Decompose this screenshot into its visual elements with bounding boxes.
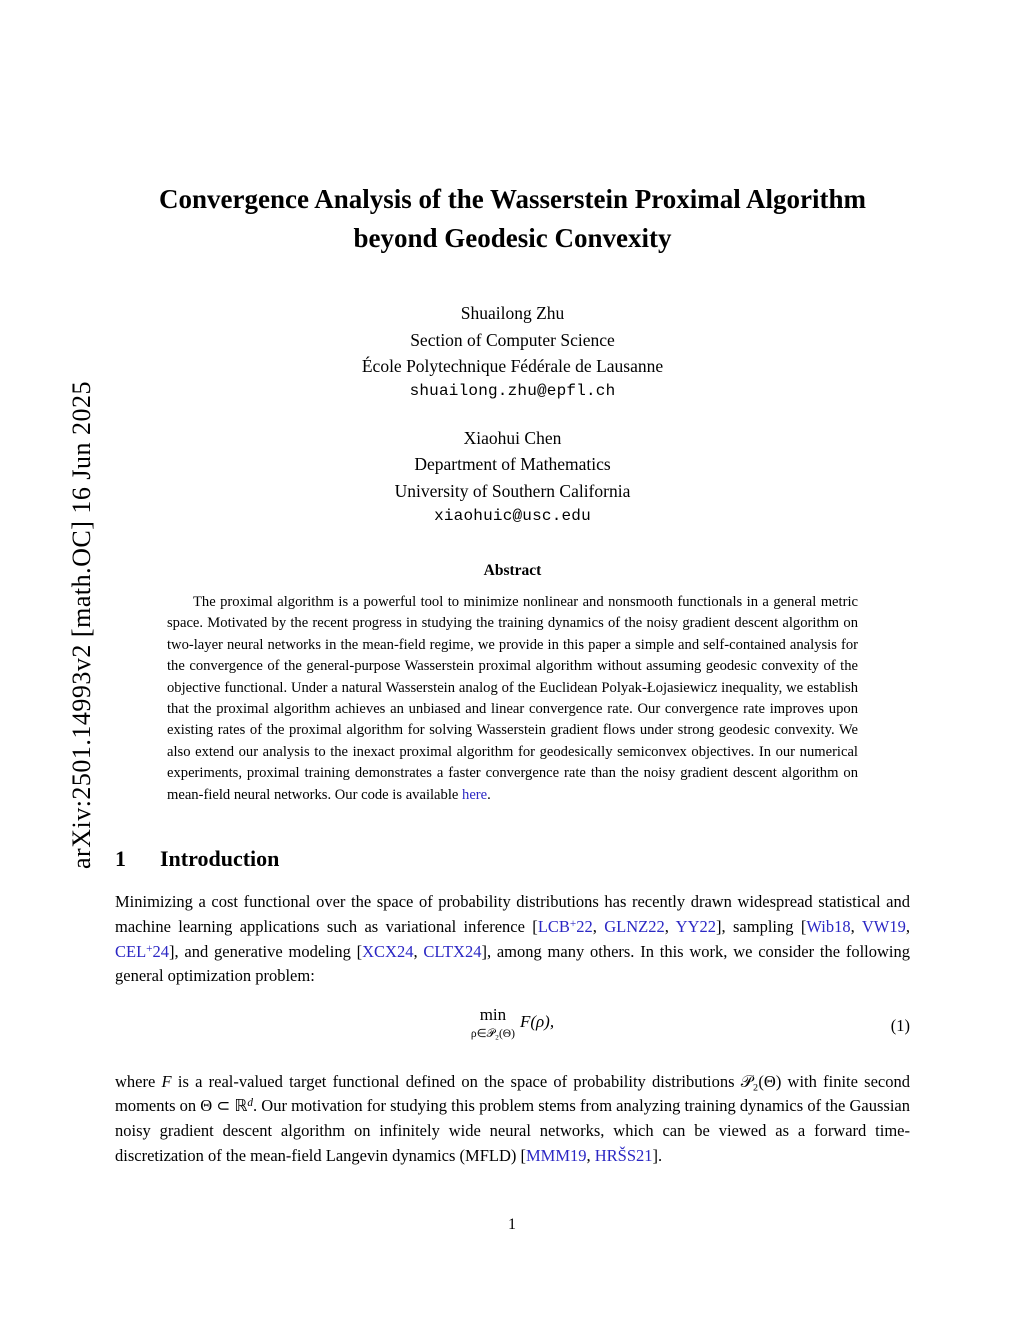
intro-paragraph-1 <box>115 890 910 989</box>
page-number: 1 <box>508 1216 516 1233</box>
author-group-2 <box>115 425 910 528</box>
abstract-code-link[interactable]: here <box>462 786 488 803</box>
citation-hrss21[interactable]: HRŠS21 <box>594 1145 653 1165</box>
citation-year: 22 <box>576 916 593 936</box>
par2-text-3: with finite second moments on Θ ⊂ ℝ <box>115 1071 910 1116</box>
par2-text-4: . Our motivation for studying this problem stems from analyzing training dynamics of the Gaussian noisy gradient descent algorithm on infinitely wide neural networks, which can be viewed as a forward time-discretization of the mean-field Langevin dynamics (MFLD) [ <box>115 1096 911 1165</box>
equation-1-body <box>471 1006 554 1041</box>
equation-min-operator <box>471 1006 515 1041</box>
citation-glnz22[interactable]: GLNZ22 <box>604 916 665 936</box>
par2-math-space: 𝒫₂(Θ) <box>740 1071 782 1091</box>
par2-text-5: ]. <box>652 1145 663 1165</box>
citation-label: CEL <box>115 941 147 961</box>
citation-plus: + <box>569 917 577 930</box>
min-subscript: ρ∈𝒫₂(Θ) <box>470 1027 515 1040</box>
sep: , <box>850 916 862 936</box>
abstract-heading: Abstract <box>483 561 542 579</box>
citation-lcb22[interactable] <box>538 917 593 936</box>
author-group-1 <box>115 300 910 403</box>
citation-year: 24 <box>152 941 169 961</box>
arxiv-identifier-stamp: arXiv:2501.14993v2 [math.OC] 16 Jun 2025 <box>67 381 96 869</box>
author-affiliation-institution: École Polytechnique Fédérale de Lausanne <box>361 355 664 376</box>
abstract-text-end: . <box>487 786 491 803</box>
par2-text-2: is a real-valued target functional defined on the space of probability distributions <box>171 1071 741 1091</box>
equation-objective: F(ρ), <box>519 1011 555 1031</box>
page-title: Convergence Analysis of the Wasserstein Proximal Algorithm beyond Geodesic Convexity <box>159 184 866 254</box>
par1-text-4: ], among many others. In this work, we consider the following general optimization problem: <box>115 941 910 986</box>
equation-number: (1) <box>890 1015 910 1035</box>
author-name: Xiaohui Chen <box>463 428 562 449</box>
citation-label: LCB <box>537 916 570 936</box>
paper-content <box>115 180 910 1185</box>
min-label: min <box>479 1004 507 1024</box>
intro-paragraph-2 <box>115 1070 910 1169</box>
abstract-body-text: The proximal algorithm is a powerful tool to minimize nonlinear and nonsmooth functionals in a general metric space. Motivated by the recent progress in studying the training dynamics of the noisy gradient descent algorithm on two-layer neural networks in the mean-field regime, we provide in this paper a simple and self-contained analysis for the convergence of the general-purpose Wasserstein proximal algorithm without assuming geodesic convexity of the objective functional. Under a natural Wasserstein analog of the Euclidean Polyak-Łojasiewicz inequality, we establish that the proximal algorithm achieves an unbiased and linear convergence rate. Our convergence rate improves upon existing rates of the proximal algorithm for solving Wasserstein gradient flows under strong geodesic convexity. We also extend our analysis to the inexact proximal algorithm for geodesically semiconvex objectives. In our numerical experiments, proximal training demonstrates a faster convergence rate than the noisy gradient descent algorithm on mean-field neural networks. Our code is available <box>167 593 858 803</box>
author-affiliation-institution: University of Southern California <box>394 480 631 501</box>
author-affiliation-department: Department of Mathematics <box>414 454 611 475</box>
par2-text-1: where <box>115 1071 162 1091</box>
section-number: 1 <box>115 846 126 872</box>
par1-text-2: ], sampling [ <box>716 916 807 936</box>
citation-cltx24[interactable]: CLTX24 <box>423 941 482 961</box>
par2-dimension-sup: d <box>247 1097 254 1110</box>
author-email: shuailong.zhu@epfl.ch <box>409 382 616 401</box>
citation-yy22[interactable]: YY22 <box>675 916 716 936</box>
par2-symbol-F: F <box>161 1071 172 1091</box>
author-email: xiaohuic@usc.edu <box>434 506 591 525</box>
sep: , <box>586 1145 595 1165</box>
citation-plus: + <box>146 942 153 955</box>
author-name: Shuailong Zhu <box>460 303 565 324</box>
sep: , <box>905 916 910 936</box>
sep: , <box>413 941 424 961</box>
equation-1 <box>115 1006 910 1052</box>
abstract-text <box>167 592 858 806</box>
author-affiliation-department: Section of Computer Science <box>410 329 615 350</box>
sep: , <box>664 916 676 936</box>
section-heading-introduction <box>115 846 910 872</box>
citation-cel24[interactable] <box>115 942 169 961</box>
citation-mmm19[interactable]: MMM19 <box>526 1145 587 1165</box>
citation-vw19[interactable]: VW19 <box>861 916 906 936</box>
par1-text-1: Minimizing a cost functional over the space of probability distributions has recently drawn widespread statistical and machine learning applications such as variational inference [ <box>115 892 910 936</box>
authors-block <box>115 300 910 528</box>
section-title: Introduction <box>160 846 280 872</box>
par1-text-3: ], and generative modeling [ <box>169 941 363 961</box>
sep: , <box>592 916 605 936</box>
citation-wib18[interactable]: Wib18 <box>806 916 851 936</box>
citation-xcx24[interactable]: XCX24 <box>362 941 414 961</box>
